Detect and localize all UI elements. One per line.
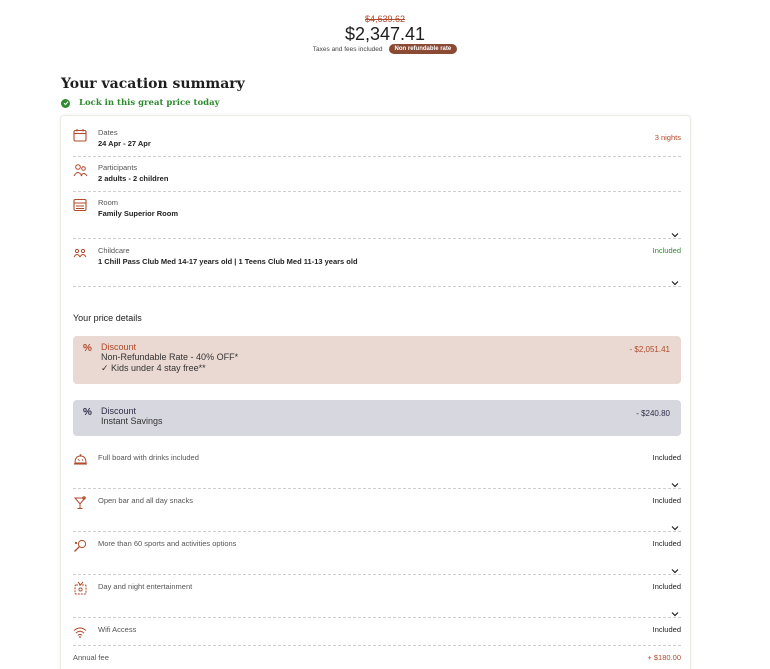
discount-instant-savings-box	[73, 400, 681, 436]
nights-count: 3 nights	[654, 133, 681, 142]
lock-price-text: Lock in this great price today	[79, 98, 220, 108]
check-circle-icon	[61, 99, 70, 108]
chevron-down-icon[interactable]	[671, 605, 679, 613]
calendar-icon	[73, 128, 89, 144]
discount-title: Discount	[101, 406, 137, 416]
annual-fee-label: Annual fee	[73, 653, 109, 662]
racket-icon	[73, 539, 89, 555]
dining-dome-icon	[73, 453, 89, 469]
childcare-row[interactable]	[73, 239, 681, 287]
percent-icon: %	[83, 407, 92, 418]
room-icon	[73, 198, 89, 214]
wifi-status: Included	[652, 625, 681, 634]
percent-icon: %	[83, 343, 92, 354]
wifi-icon	[73, 625, 89, 641]
chevron-down-icon[interactable]	[671, 226, 679, 234]
wifi-row	[73, 618, 681, 646]
chevron-down-icon[interactable]	[671, 562, 679, 570]
childcare-label: Childcare	[98, 246, 130, 255]
room-row[interactable]	[73, 192, 681, 239]
sports-label: More than 60 sports and activities options	[98, 539, 237, 548]
non-refundable-badge: Non refundable rate	[389, 44, 458, 54]
childcare-status: Included	[652, 246, 681, 255]
participants-value: 2 adults - 2 children	[98, 174, 169, 183]
discount-nonrefundable-box	[73, 336, 681, 384]
entertainment-icon	[73, 581, 89, 597]
full-board-label: Full board with drinks included	[98, 453, 199, 462]
price-details-title: Your price details	[73, 313, 142, 323]
full-board-status: Included	[652, 453, 681, 462]
price-subline	[0, 44, 770, 54]
summary-title: Your vacation summary	[61, 76, 245, 92]
chevron-down-icon[interactable]	[671, 274, 679, 282]
participants-icon	[73, 163, 89, 179]
room-label: Room	[98, 198, 119, 207]
old-price: $4,639.62	[364, 14, 406, 24]
dates-row	[73, 121, 681, 157]
participants-label: Participants	[98, 163, 138, 172]
participants-row	[73, 157, 681, 192]
chevron-down-icon[interactable]	[671, 476, 679, 484]
lock-price-line	[61, 98, 220, 108]
annual-fee-value: + $180.00	[647, 653, 681, 662]
dates-value: 24 Apr - 27 Apr	[98, 139, 151, 148]
chevron-down-icon[interactable]	[671, 519, 679, 527]
sports-status: Included	[652, 539, 681, 548]
discount-amount: - $240.80	[636, 409, 670, 418]
discount-line: ✓ Kids under 4 stay free**	[101, 363, 206, 373]
discount-title: Discount	[101, 342, 137, 352]
entertainment-label: Day and night entertainment	[98, 582, 193, 591]
vacation-summary-card	[60, 115, 691, 669]
discount-line: Instant Savings	[101, 416, 163, 426]
entertainment-status: Included	[652, 582, 681, 591]
cocktail-icon	[73, 496, 89, 512]
taxes-note: Taxes and fees included	[312, 45, 383, 53]
discount-amount: - $2,051.41	[629, 345, 670, 354]
full-board-row[interactable]	[73, 446, 681, 489]
childcare-icon	[73, 247, 89, 263]
room-value: Family Superior Room	[98, 209, 179, 218]
open-bar-label: Open bar and all day snacks	[98, 496, 194, 505]
discount-line: Non-Refundable Rate - 40% OFF*	[101, 352, 239, 362]
sports-row[interactable]	[73, 532, 681, 575]
childcare-value: 1 Chill Pass Club Med 14-17 years old | 1 Teens Club Med 11-13 years old	[98, 257, 358, 266]
open-bar-row[interactable]	[73, 489, 681, 532]
annual-fee-row	[73, 646, 681, 666]
dates-label: Dates	[98, 128, 118, 137]
wifi-label: Wifi Access	[98, 625, 137, 634]
open-bar-status: Included	[652, 496, 681, 505]
new-price: $2,347.41	[344, 24, 426, 44]
price-header	[0, 14, 770, 54]
entertainment-row[interactable]	[73, 575, 681, 618]
